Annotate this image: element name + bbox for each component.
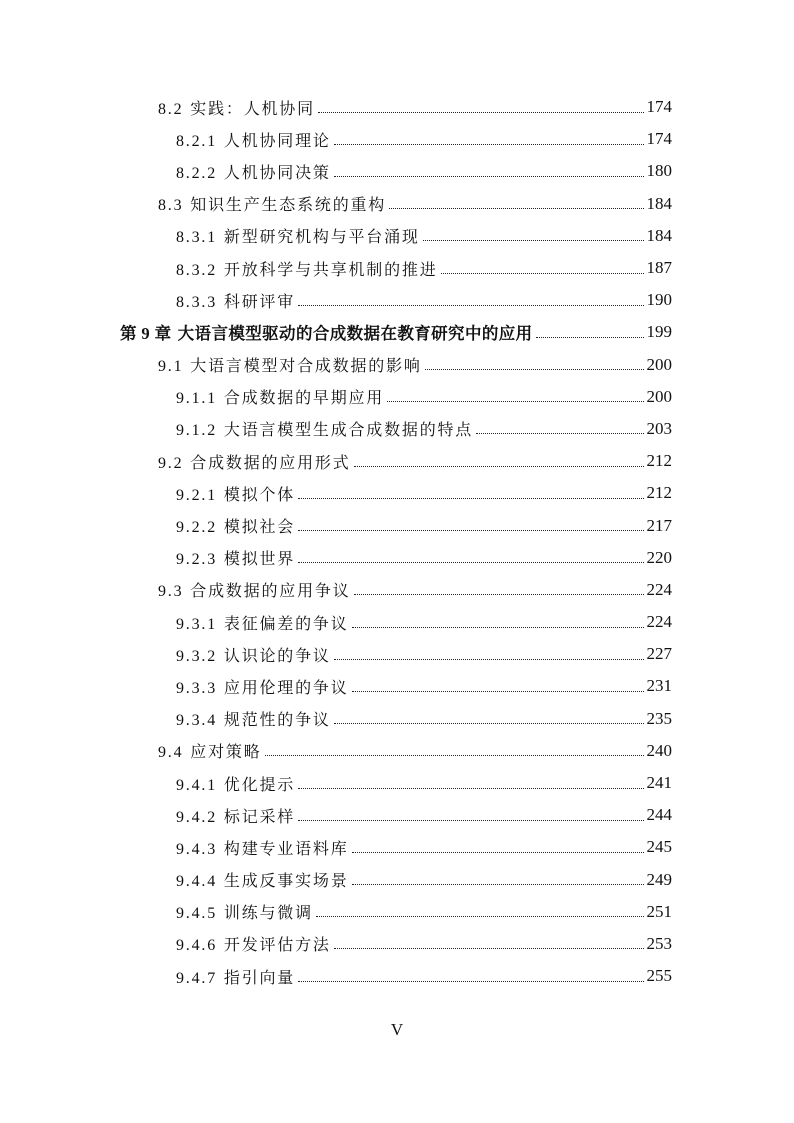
toc-entry[interactable] (176, 960, 672, 992)
toc-entry-title: 模拟世界 (223, 549, 296, 569)
toc-entry-label (176, 932, 331, 955)
toc-page-number: 187 (646, 258, 672, 278)
dot-leader (316, 916, 644, 917)
toc-entry-title: 构建专业语料库 (223, 838, 349, 858)
dot-leader (298, 981, 643, 982)
toc-entry-title: 开放科学与共享机制的推进 (223, 259, 438, 279)
toc-entry[interactable] (176, 638, 672, 670)
toc-entry-label (176, 965, 295, 988)
toc-entry-number: 8.2 (158, 100, 184, 118)
dot-leader (425, 369, 644, 370)
toc-entry[interactable] (176, 284, 672, 316)
dot-leader (423, 240, 644, 241)
toc-page-number: 253 (646, 933, 672, 953)
toc-entry-title: 规范性的争议 (223, 710, 331, 730)
toc-entry-label (158, 353, 422, 376)
toc-entry[interactable] (176, 896, 672, 928)
toc-entry-label (176, 804, 295, 827)
toc-entry-number: 8.3.1 (176, 229, 217, 247)
toc-entry-number: 9.4.3 (176, 840, 217, 858)
dot-leader (352, 852, 644, 853)
toc-page-number: 244 (646, 805, 672, 825)
toc-entry-label (176, 160, 331, 183)
toc-entry-number: 9.4.7 (176, 969, 217, 987)
toc-page-number: 184 (646, 193, 672, 213)
toc-entry-label (176, 546, 295, 569)
toc-entry-title: 训练与微调 (223, 903, 313, 923)
toc-entry[interactable] (176, 413, 672, 445)
toc-entry-title: 人机协同决策 (223, 162, 331, 182)
toc-page-number: 217 (646, 515, 672, 535)
toc-entry-title: 实践：人机协同 (190, 98, 315, 118)
toc-entry-number: 9.2 (158, 454, 184, 472)
toc-entry-number: 8.2.1 (176, 132, 217, 150)
toc-entry[interactable] (158, 349, 672, 381)
toc-page-number: 184 (646, 225, 672, 245)
toc-entry-title: 生成反事实场景 (223, 871, 349, 891)
toc-entry[interactable] (158, 574, 672, 606)
toc-page-number: 212 (646, 451, 672, 471)
toc-page-number: 241 (646, 773, 672, 793)
page-number-footer: V (390, 1020, 404, 1039)
toc-entry-number: 9.1.1 (176, 390, 217, 408)
toc-page-number: 240 (646, 740, 672, 760)
toc-entry-number: 9.3.4 (176, 712, 217, 730)
dot-leader (334, 659, 644, 660)
toc-entry[interactable] (176, 155, 672, 187)
toc-entry[interactable] (176, 542, 672, 574)
toc-page-number: 224 (646, 579, 672, 599)
dot-leader (387, 401, 643, 402)
toc-entry[interactable] (176, 670, 672, 702)
toc-entry-title: 人机协同理论 (223, 130, 331, 150)
toc-entry-title: 标记采样 (223, 806, 296, 826)
toc-entry-title: 表征偏差的争议 (223, 613, 349, 633)
toc-entry-title: 合成数据的应用形式 (190, 452, 351, 472)
toc-page-number: 224 (646, 612, 672, 632)
toc-entry-number: 第 9 章 (120, 324, 172, 344)
toc-entry-label (176, 224, 420, 247)
toc-entry-number: 8.3.2 (176, 261, 217, 279)
toc-entry[interactable] (176, 928, 672, 960)
toc-entry-title: 指引向量 (223, 967, 296, 987)
toc-entry[interactable] (176, 767, 672, 799)
toc-entry-title: 合成数据的应用争议 (190, 581, 351, 601)
toc-entry[interactable] (176, 220, 672, 252)
toc-entry[interactable] (176, 864, 672, 896)
toc-entry[interactable] (158, 445, 672, 477)
toc-entry-number: 9.2.3 (176, 551, 217, 569)
toc-entry-label (120, 320, 533, 344)
toc-entry[interactable] (176, 381, 672, 413)
dot-leader (476, 433, 643, 434)
toc-page-number: 251 (646, 901, 672, 921)
dot-leader (298, 562, 643, 563)
toc-entry-title: 大语言模型生成合成数据的特点 (223, 420, 474, 440)
toc-entry-number: 8.2.2 (176, 164, 217, 182)
toc-entry[interactable] (176, 831, 672, 863)
toc-entry-label (176, 675, 349, 698)
toc-entry-title: 知识生产生态系统的重构 (190, 195, 387, 215)
toc-entry-label (158, 739, 262, 762)
toc-entry[interactable] (176, 703, 672, 735)
toc-entry-label (158, 578, 351, 601)
toc-entry-label (176, 611, 349, 634)
toc-page-number: 245 (646, 837, 672, 857)
dot-leader (536, 337, 644, 338)
toc-entry-title: 大语言模型对合成数据的影响 (190, 356, 422, 376)
dot-leader (352, 691, 644, 692)
toc-page-number: 212 (646, 483, 672, 503)
dot-leader (265, 755, 644, 756)
toc-chapter-entry[interactable] (120, 316, 672, 348)
toc-entry-number: 9.1.2 (176, 422, 217, 440)
dot-leader (352, 627, 644, 628)
toc-entry[interactable] (176, 606, 672, 638)
toc-page-number: 200 (646, 386, 672, 406)
toc-entry-label (176, 643, 331, 666)
toc-entry[interactable] (176, 123, 672, 155)
toc-entry[interactable] (158, 735, 672, 767)
table-of-contents (0, 91, 794, 992)
toc-page-number: 174 (646, 97, 672, 117)
toc-entry-label (176, 868, 349, 891)
toc-entry[interactable] (176, 477, 672, 509)
toc-entry[interactable] (176, 252, 672, 284)
toc-entry-title: 认识论的争议 (223, 645, 331, 665)
toc-entry-label (158, 450, 351, 473)
toc-entry-title: 优化提示 (223, 774, 296, 794)
dot-leader (318, 112, 644, 113)
toc-entry-title: 应对策略 (190, 742, 262, 762)
toc-entry-number: 8.3.3 (176, 293, 217, 311)
toc-page-number: 255 (646, 966, 672, 986)
toc-entry-number: 9.3.2 (176, 647, 217, 665)
toc-entry-label (158, 192, 386, 215)
toc-entry-label (176, 900, 313, 923)
toc-entry-label (176, 257, 438, 280)
toc-entry-number: 9.3.1 (176, 615, 217, 633)
toc-entry-title: 模拟个体 (223, 484, 296, 504)
toc-page-number: 249 (646, 869, 672, 889)
dot-leader (334, 144, 644, 145)
toc-page-number: 203 (646, 418, 672, 438)
toc-entry[interactable] (158, 188, 672, 220)
toc-entry-number: 9.3.3 (176, 679, 217, 697)
dot-leader (441, 273, 644, 274)
toc-page-number: 200 (646, 354, 672, 374)
dot-leader (298, 305, 643, 306)
toc-page-number: 235 (646, 708, 672, 728)
dot-leader (298, 788, 643, 789)
toc-page-number: 220 (646, 547, 672, 567)
toc-entry[interactable] (176, 799, 672, 831)
toc-entry-number: 9.2.1 (176, 486, 217, 504)
toc-entry-number: 8.3 (158, 197, 184, 215)
toc-page-number: 174 (646, 129, 672, 149)
dot-leader (298, 498, 643, 499)
toc-entry-number: 9.4.2 (176, 808, 217, 826)
toc-entry-number: 9.4.1 (176, 776, 217, 794)
toc-entry-title: 科研评审 (223, 291, 296, 311)
toc-entry-title: 合成数据的早期应用 (223, 388, 385, 408)
dot-leader (298, 820, 643, 821)
dot-leader (334, 948, 644, 949)
dot-leader (334, 176, 644, 177)
dot-leader (352, 884, 644, 885)
toc-entry-title: 大语言模型驱动的合成数据在教育研究中的应用 (177, 324, 533, 344)
toc-page-number: 199 (646, 322, 672, 342)
toc-page-number: 190 (646, 290, 672, 310)
toc-entry-label (176, 772, 295, 795)
dot-leader (298, 530, 643, 531)
toc-entry-title: 新型研究机构与平台涌现 (223, 227, 420, 247)
toc-entry-label (176, 128, 331, 151)
dot-leader (354, 466, 644, 467)
toc-entry-title: 开发评估方法 (223, 935, 331, 955)
toc-entry-label (176, 385, 384, 408)
toc-entry[interactable] (176, 509, 672, 541)
toc-entry-number: 9.4 (158, 744, 184, 762)
toc-page-number: 231 (646, 676, 672, 696)
toc-entry-number: 9.1 (158, 358, 184, 376)
toc-entry-label (176, 417, 473, 440)
toc-entry-number: 9.4.6 (176, 937, 217, 955)
toc-entry-number: 9.3 (158, 583, 184, 601)
toc-entry-label (176, 836, 349, 859)
dot-leader (354, 594, 644, 595)
toc-entry-label (176, 482, 295, 505)
toc-entry-number: 9.2.2 (176, 519, 217, 537)
toc-page-number: 227 (646, 644, 672, 664)
toc-entry-label (158, 96, 315, 119)
toc-entry-label (176, 289, 295, 312)
dot-leader (334, 723, 644, 724)
toc-entry[interactable] (158, 91, 672, 123)
dot-leader (389, 208, 643, 209)
toc-page-number: 180 (646, 161, 672, 181)
toc-entry-title: 模拟社会 (223, 517, 296, 537)
toc-entry-number: 9.4.5 (176, 905, 217, 923)
toc-entry-label (176, 707, 331, 730)
toc-entry-title: 应用伦理的争议 (223, 677, 349, 697)
toc-entry-number: 9.4.4 (176, 873, 217, 891)
toc-entry-label (176, 514, 295, 537)
